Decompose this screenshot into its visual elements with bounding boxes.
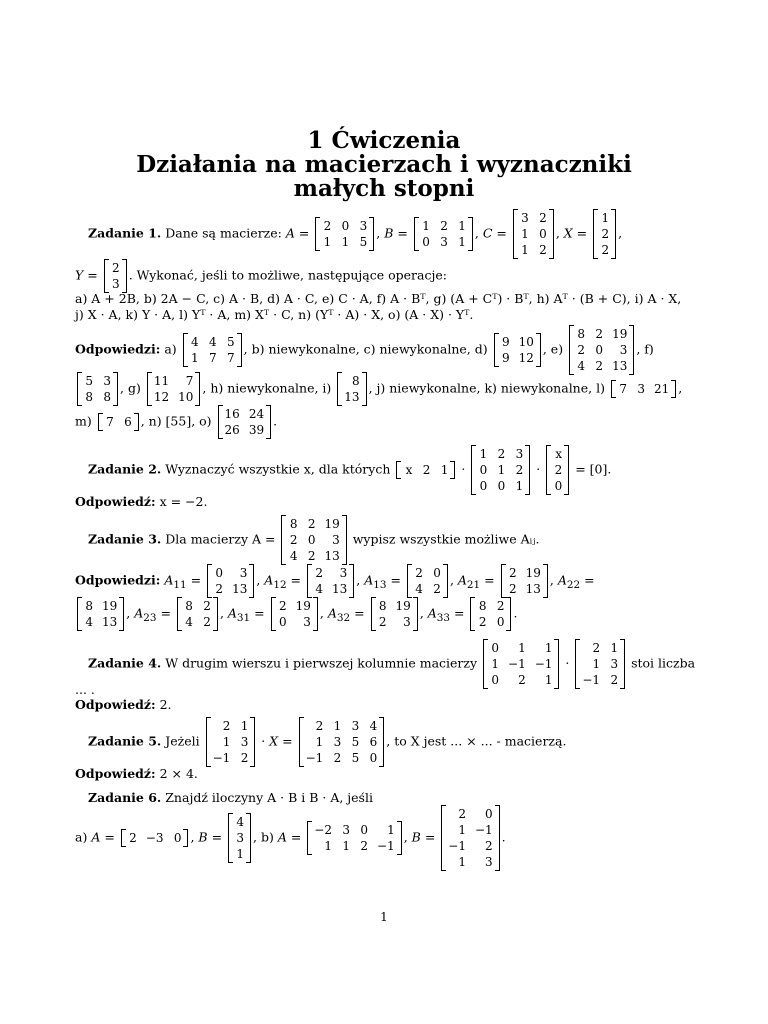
- exercise-5-answer: [75, 766, 198, 782]
- matrix-cell: 2: [478, 615, 487, 629]
- matrix-cell: 4: [185, 615, 193, 629]
- matrix-cell: 0: [491, 673, 500, 687]
- exercise-5-tail: , to X jest ... × ... - macierzą.: [386, 733, 567, 749]
- minor-A21: [501, 565, 548, 597]
- matrix-cell: 2: [595, 327, 604, 341]
- matrix-cell: 2: [508, 566, 517, 580]
- matrix-cell: 2: [592, 641, 601, 655]
- matrix-cell: 19: [324, 517, 340, 531]
- answer-value-5: 2 × 4.: [159, 766, 198, 781]
- exercise-3-answers-2: 8 19 4 13 , $A_{23}$ = 8 2 4 2 , $A_{31}$ = 2 19 0 3 , $A_{32}$ = 8 19 2 3 , $A_{33}$ = 8 2 2 0 .: [75, 598, 517, 630]
- matrix-cell: 2: [518, 673, 526, 687]
- matrix-cell: 12: [518, 351, 534, 365]
- minor-A11: [207, 565, 254, 597]
- matrix-cell: −1: [534, 657, 553, 671]
- matrix-cell: 2: [203, 599, 211, 613]
- matrix-A3: [281, 516, 346, 564]
- answer-m: [98, 414, 139, 430]
- matrix-cell: 2: [515, 463, 524, 477]
- matrix-cell: 3: [351, 719, 360, 733]
- matrix-cell: 4: [315, 582, 323, 596]
- matrix-cell: 2: [307, 517, 316, 531]
- matrix-cell: 0: [539, 227, 547, 241]
- matrix-cell: 2: [378, 615, 387, 629]
- matrix-cell: 5: [351, 751, 360, 765]
- matrix-cell: 10: [178, 390, 194, 404]
- matrix-cell: 1: [341, 235, 350, 249]
- exercise-1-task: . Wykonać, jeśli to możliwe, następujące operacje:: [128, 267, 447, 283]
- matrix-cell: 3: [339, 566, 348, 580]
- matrix-cell: 2: [601, 227, 610, 241]
- matrix-cell: 13: [232, 582, 248, 596]
- matrix-cell: 0: [278, 615, 287, 629]
- row-vector: [396, 462, 455, 478]
- matrix-cell: 3: [236, 831, 245, 845]
- matrix-cell: 8: [478, 599, 487, 613]
- matrix-cell: 0: [496, 615, 505, 629]
- matrix-cell: 3: [485, 855, 493, 869]
- matrix-cell: 8: [185, 599, 193, 613]
- matrix-cell: −1: [508, 657, 526, 671]
- matrix-cell: 9: [501, 351, 510, 365]
- matrix-cell: 3: [239, 566, 248, 580]
- matrix-cell: 1: [458, 235, 466, 249]
- exercise-1-intro: Dane są macierze:: [165, 225, 282, 241]
- column-vector: [546, 446, 569, 494]
- matrix-cell: 2: [360, 839, 368, 853]
- matrix-cell: 19: [295, 599, 311, 613]
- matrix-cell: 8: [103, 390, 111, 404]
- answer-i: [337, 373, 366, 405]
- matrix-cell: 19: [525, 566, 541, 580]
- matrix-cell: 7: [227, 351, 235, 365]
- minor-A32: [371, 598, 418, 630]
- exercise-1-answers-1: Odpowiedzi: a) 4 4 5 1 7 7 , b) niewykonalne, c) niewykonalne, d) 9 10 9 12 , e) 8 2 19 2 0 3 4 2 13 , f): [75, 327, 654, 373]
- matrix-cell: 2: [323, 219, 332, 233]
- matrix-5b: [299, 718, 385, 766]
- matrix-cell: 2: [112, 261, 120, 275]
- matrix-cell: 39: [248, 423, 265, 437]
- exercise-1-ops-2: j) X · A, k) Y · A, l) Yᵀ · A, m) Xᵀ · C, n) (Yᵀ · A) · X, o) (A · X) · Yᵀ.: [75, 307, 474, 322]
- matrix-cell: 0: [341, 219, 350, 233]
- matrix-6b-A: [307, 822, 401, 854]
- matrix-B: [414, 218, 473, 250]
- matrix-cell: x: [405, 463, 413, 477]
- matrix-cell: 1: [387, 823, 395, 837]
- answers-no: , n) [55], o): [140, 413, 212, 429]
- answers-bcd: , b) niewykonalne, c) niewykonalne, d): [243, 341, 488, 357]
- matrix-cell: 21: [653, 382, 670, 396]
- exercise-3-answers-1: Odpowiedzi: $A_{11}$ = 0 3 2 13 , $A_{12}$ = 2 3 4 13 , $A_{13}$ = 2 0 4 2 , $A_{21}$ = 2 19 2 13 , $A_{22}$ =: [75, 566, 595, 596]
- matrix-4b: [575, 640, 625, 688]
- matrix-cell: 2: [601, 243, 610, 257]
- matrix-cell: 13: [344, 390, 360, 404]
- matrix-cell: 2: [240, 751, 249, 765]
- matrix-cell: 0: [491, 641, 500, 655]
- matrix-cell: 3: [403, 615, 411, 629]
- matrix-cell: 7: [619, 382, 627, 396]
- answers-label-3: Odpowiedzi:: [75, 572, 161, 588]
- matrix-cell: 4: [369, 719, 378, 733]
- matrix-cell: 3: [610, 657, 619, 671]
- matrix-cell: 0: [497, 479, 506, 493]
- matrix-cell: 2: [307, 549, 316, 563]
- matrix-cell: 1: [515, 479, 524, 493]
- matrix-cell: 1: [458, 823, 466, 837]
- matrix-cell: 2: [315, 566, 323, 580]
- matrix-cell: 1: [610, 641, 619, 655]
- matrix-cell: 1: [521, 243, 529, 257]
- matrix-cell: 4: [191, 335, 199, 349]
- exercise-5-statement: Zadanie 5. Jeżeli 2 1 1 3 −1 2 · X = 2 1 3 4 1 3 5 6 −1 2 5 0 , to X jest ... × ... - macierzą.: [88, 719, 567, 765]
- matrix-cell: 7: [209, 351, 217, 365]
- matrix-cell: 1: [236, 847, 245, 861]
- matrix-cell: 0: [554, 479, 563, 493]
- exercise-3-statement: [88, 516, 539, 564]
- exercise-1-ops-1: a) A + 2B, b) 2A − C, c) A · B, d) A · C, e) C · A, f) A · Bᵀ, g) (A + Cᵀ) · Bᵀ, h) Aᵀ · (B + C), i) A · X,: [75, 291, 682, 306]
- matrix-cell: 1: [191, 351, 199, 365]
- matrix-cell: 2: [333, 751, 342, 765]
- matrix-cell: 13: [102, 615, 118, 629]
- matrix-cell: 3: [521, 211, 529, 225]
- matrix-cell: 3: [112, 277, 120, 291]
- matrix-cell: 3: [359, 219, 368, 233]
- matrix-cell: 0: [173, 831, 182, 845]
- matrix-cell: 0: [595, 343, 604, 357]
- matrix-cell: x: [555, 447, 563, 461]
- answer-label: Odpowiedź:: [75, 494, 156, 509]
- section-subtitle-cont: małych stopni: [293, 175, 475, 202]
- section-subtitle: Działania na macierzach i wyznaczniki: [136, 151, 632, 178]
- matrix-cell: 24: [248, 407, 265, 421]
- matrix-cell: 1: [601, 211, 610, 225]
- matrix-C: [513, 210, 554, 258]
- matrix-cell: 1: [422, 219, 430, 233]
- answer-value: x = −2.: [159, 494, 208, 509]
- matrix-X: [593, 210, 616, 258]
- exercise-2-intro: Wyznaczyć wszystkie x, dla których: [165, 461, 391, 477]
- matrix-cell: 2: [433, 582, 441, 596]
- exercise-2-answer: [75, 494, 207, 510]
- matrix-cell: 1: [458, 855, 466, 869]
- matrix-cell: 0: [422, 235, 430, 249]
- matrix-cell: 2: [508, 582, 517, 596]
- matrix-cell: 1: [342, 839, 350, 853]
- matrix-cell: 1: [315, 735, 324, 749]
- matrix-cell: 2: [222, 719, 231, 733]
- matrix-cell: 2: [485, 839, 493, 853]
- matrix-Y: [104, 260, 127, 292]
- matrix-cell: 19: [395, 599, 411, 613]
- matrix-cell: 3: [515, 447, 524, 461]
- matrix-cell: 8: [577, 327, 586, 341]
- exercise-6-statement: [88, 790, 373, 806]
- matrix-4a: [483, 640, 559, 688]
- matrix-cell: 4: [289, 549, 298, 563]
- matrix-cell: −1: [448, 839, 466, 853]
- matrix-cell: 7: [185, 374, 194, 388]
- matrix-cell: 8: [85, 390, 93, 404]
- exercise-3-intro: Dla macierzy A =: [165, 531, 276, 547]
- matrix-cell: 0: [215, 566, 224, 580]
- matrix-cell: 2: [129, 831, 137, 845]
- matrix-cell: 6: [369, 735, 378, 749]
- exercise-6-label: Zadanie 6.: [88, 790, 162, 805]
- matrix-cell: 5: [359, 235, 368, 249]
- matrix-cell: 7: [106, 415, 114, 429]
- exercise-4-tail-2: ... .: [75, 682, 95, 697]
- minor-A33: [470, 598, 511, 630]
- matrix-cell: 1: [518, 641, 526, 655]
- exercise-2-statement: Zadanie 2. Wyznaczyć wszystkie x, dla których x 2 1 · 1 2 3 0 1 2 0 0 1 · x 2 0 = [0].: [88, 447, 612, 493]
- matrix-cell: 10: [518, 335, 534, 349]
- matrix-cell: 2: [289, 533, 298, 547]
- matrix-cell: 2: [595, 359, 604, 373]
- answer-value-4: 2.: [159, 697, 172, 712]
- matrix-5a: [206, 718, 256, 766]
- exercise-5-label: Zadanie 5.: [88, 733, 162, 749]
- matrix-cell: 3: [440, 235, 448, 249]
- matrix-cell: 5: [85, 374, 93, 388]
- matrix-cell: 3: [303, 615, 311, 629]
- matrix-cell: 1: [544, 673, 553, 687]
- matrix-cell: 3: [240, 735, 249, 749]
- matrix-cell: 8: [85, 599, 93, 613]
- matrix-cell: 2: [577, 343, 586, 357]
- exercise-1-Y: Y = 2 3 . Wykonać, jeśli to możliwe, następujące operacje:: [75, 261, 447, 291]
- matrix-cell: 6: [124, 415, 132, 429]
- matrix-M: [471, 446, 530, 494]
- matrix-cell: 0: [479, 479, 488, 493]
- matrix-cell: 1: [521, 227, 529, 241]
- minor-A22: [77, 598, 124, 630]
- minor-A31: [271, 598, 318, 630]
- matrix-6b-B: [441, 806, 499, 870]
- matrix-cell: −1: [474, 823, 493, 837]
- answers-hi: , h) niewykonalne, i): [202, 380, 332, 396]
- matrix-cell: 3: [342, 823, 350, 837]
- matrix-cell: 2: [539, 211, 547, 225]
- answer-o: [218, 406, 272, 438]
- section-title: 1 Ćwiczenia: [307, 127, 461, 154]
- matrix-cell: 1: [592, 657, 601, 671]
- answer-label-4: Odpowiedź:: [75, 697, 156, 712]
- matrix-cell: 13: [612, 359, 628, 373]
- matrix-cell: 4: [415, 582, 423, 596]
- matrix-cell: 1: [544, 641, 553, 655]
- minor-A23: [177, 598, 218, 630]
- matrix-cell: 13: [525, 582, 541, 596]
- matrix-cell: 2: [496, 599, 505, 613]
- matrix-cell: 2: [422, 463, 431, 477]
- matrix-cell: 1: [479, 447, 488, 461]
- matrix-cell: −1: [377, 839, 395, 853]
- exercise-4-statement: Zadanie 4. W drugim wierszu i pierwszej kolumnie macierzy 0 1 1 1 −1 −1 0 2 1 · 2 1 1 3 −1 2 stoi liczba: [88, 641, 696, 687]
- matrix-cell: 12: [153, 390, 170, 404]
- exercise-4-answer: [75, 697, 172, 713]
- matrix-cell: 2: [215, 582, 224, 596]
- matrix-cell: 0: [433, 566, 441, 580]
- matrix-cell: −2: [314, 823, 332, 837]
- exercise-3-task: wypisz wszystkie możliwe Aᵢⱼ.: [352, 531, 540, 547]
- matrix-cell: 8: [378, 599, 387, 613]
- matrix-cell: 2: [315, 719, 324, 733]
- page-number: 1: [380, 910, 388, 924]
- answer-d: [494, 334, 541, 366]
- matrix-6a-B: [228, 814, 251, 862]
- matrix-cell: 1: [458, 219, 466, 233]
- matrix-cell: 0: [307, 533, 316, 547]
- matrix-cell: 19: [102, 599, 118, 613]
- matrix-cell: 4: [577, 359, 586, 373]
- matrix-cell: 3: [103, 374, 111, 388]
- matrix-cell: 2: [554, 463, 563, 477]
- matrix-cell: 1: [323, 235, 332, 249]
- exercise-6-parts: a) A = 2 −3 0 , B = 4 3 1 , b) A = −2 3 0 1 1 1 2 −1 , B = 2 0 1 −1 −1 2 1 3 .: [75, 807, 506, 869]
- answers-jkl: , j) niewykonalne, k) niewykonalne, l): [368, 380, 605, 396]
- matrix-cell: 1: [324, 839, 332, 853]
- matrix-cell: −3: [145, 831, 164, 845]
- exercise-4-intro: W drugim wierszu i pierwszej kolumnie macierzy: [165, 655, 478, 671]
- exercise-3-label: Zadanie 3.: [88, 531, 162, 547]
- exercise-1-answers-2: 5 3 8 8 , g) 11 7 12 10 , h) niewykonalne, i) 8 13 , j) niewykonalne, k) niewykonalne, l) 7 3 21 ,: [75, 373, 682, 405]
- answer-label-5: Odpowiedź:: [75, 766, 156, 781]
- answer-f: [77, 373, 118, 405]
- matrix-cell: 1: [222, 735, 231, 749]
- matrix-cell: 4: [236, 815, 245, 829]
- answers-label: Odpowiedzi:: [75, 341, 161, 357]
- answer-l: [611, 381, 676, 397]
- exercise-4-label: Zadanie 4.: [88, 655, 162, 671]
- answer-g: [147, 373, 201, 405]
- matrix-cell: 1: [240, 719, 249, 733]
- matrix-cell: −1: [212, 751, 231, 765]
- matrix-A: [315, 218, 374, 250]
- exercise-6-intro: Znajdź iloczyny A · B i B · A, jeśli: [165, 790, 373, 805]
- matrix-cell: 1: [440, 463, 449, 477]
- matrix-cell: 4: [209, 335, 217, 349]
- exercise-1-statement: Zadanie 1. Dane są macierze: A = 2 0 3 1 1 5 , B = 1 2 1 0 3 1 , C = 3 2 1 0 1 2 , X = 1 2 2 ,: [88, 211, 623, 257]
- matrix-cell: 3: [333, 735, 342, 749]
- matrix-cell: 2: [497, 447, 506, 461]
- matrix-cell: 2: [458, 807, 466, 821]
- matrix-cell: 4: [85, 615, 93, 629]
- matrix-cell: 0: [369, 751, 378, 765]
- matrix-cell: 26: [224, 423, 240, 437]
- matrix-cell: −1: [582, 673, 601, 687]
- matrix-cell: 2: [539, 243, 547, 257]
- matrix-cell: 3: [637, 382, 645, 396]
- matrix-cell: 5: [227, 335, 235, 349]
- matrix-cell: 0: [360, 823, 368, 837]
- exercise-1-label: Zadanie 1.: [88, 225, 162, 241]
- matrix-6a-A: [121, 830, 189, 846]
- exercise-2-label: Zadanie 2.: [88, 461, 162, 477]
- matrix-cell: 2: [440, 219, 448, 233]
- matrix-cell: 2: [610, 673, 619, 687]
- matrix-cell: 3: [619, 343, 628, 357]
- matrix-cell: 2: [415, 566, 423, 580]
- matrix-cell: −1: [305, 751, 324, 765]
- matrix-cell: 1: [497, 463, 506, 477]
- matrix-cell: 1: [333, 719, 342, 733]
- matrix-cell: 11: [153, 374, 170, 388]
- matrix-cell: 0: [479, 463, 488, 477]
- exercise-1-answers-3: m) 7 6 , n) [55], o) 16 24 26 39 .: [75, 407, 278, 437]
- matrix-cell: 16: [224, 407, 240, 421]
- exercise-5-intro: Jeżeli: [165, 733, 200, 749]
- matrix-cell: 3: [332, 533, 340, 547]
- matrix-cell: 1: [491, 657, 500, 671]
- matrix-cell: 13: [332, 582, 348, 596]
- matrix-cell: 5: [351, 735, 360, 749]
- matrix-cell: 9: [501, 335, 510, 349]
- matrix-cell: 13: [324, 549, 340, 563]
- answer-a: [183, 334, 242, 366]
- answer-e: [569, 326, 634, 374]
- exercise-2-eq: = [0].: [575, 461, 612, 477]
- matrix-cell: 8: [289, 517, 298, 531]
- exercise-4-tail: stoi liczba: [631, 655, 696, 671]
- matrix-cell: 19: [612, 327, 628, 341]
- matrix-cell: 2: [203, 615, 211, 629]
- minor-A12: [307, 565, 354, 597]
- matrix-cell: 0: [485, 807, 493, 821]
- matrix-cell: 2: [278, 599, 287, 613]
- minor-A13: [407, 565, 448, 597]
- matrix-cell: 8: [351, 374, 360, 388]
